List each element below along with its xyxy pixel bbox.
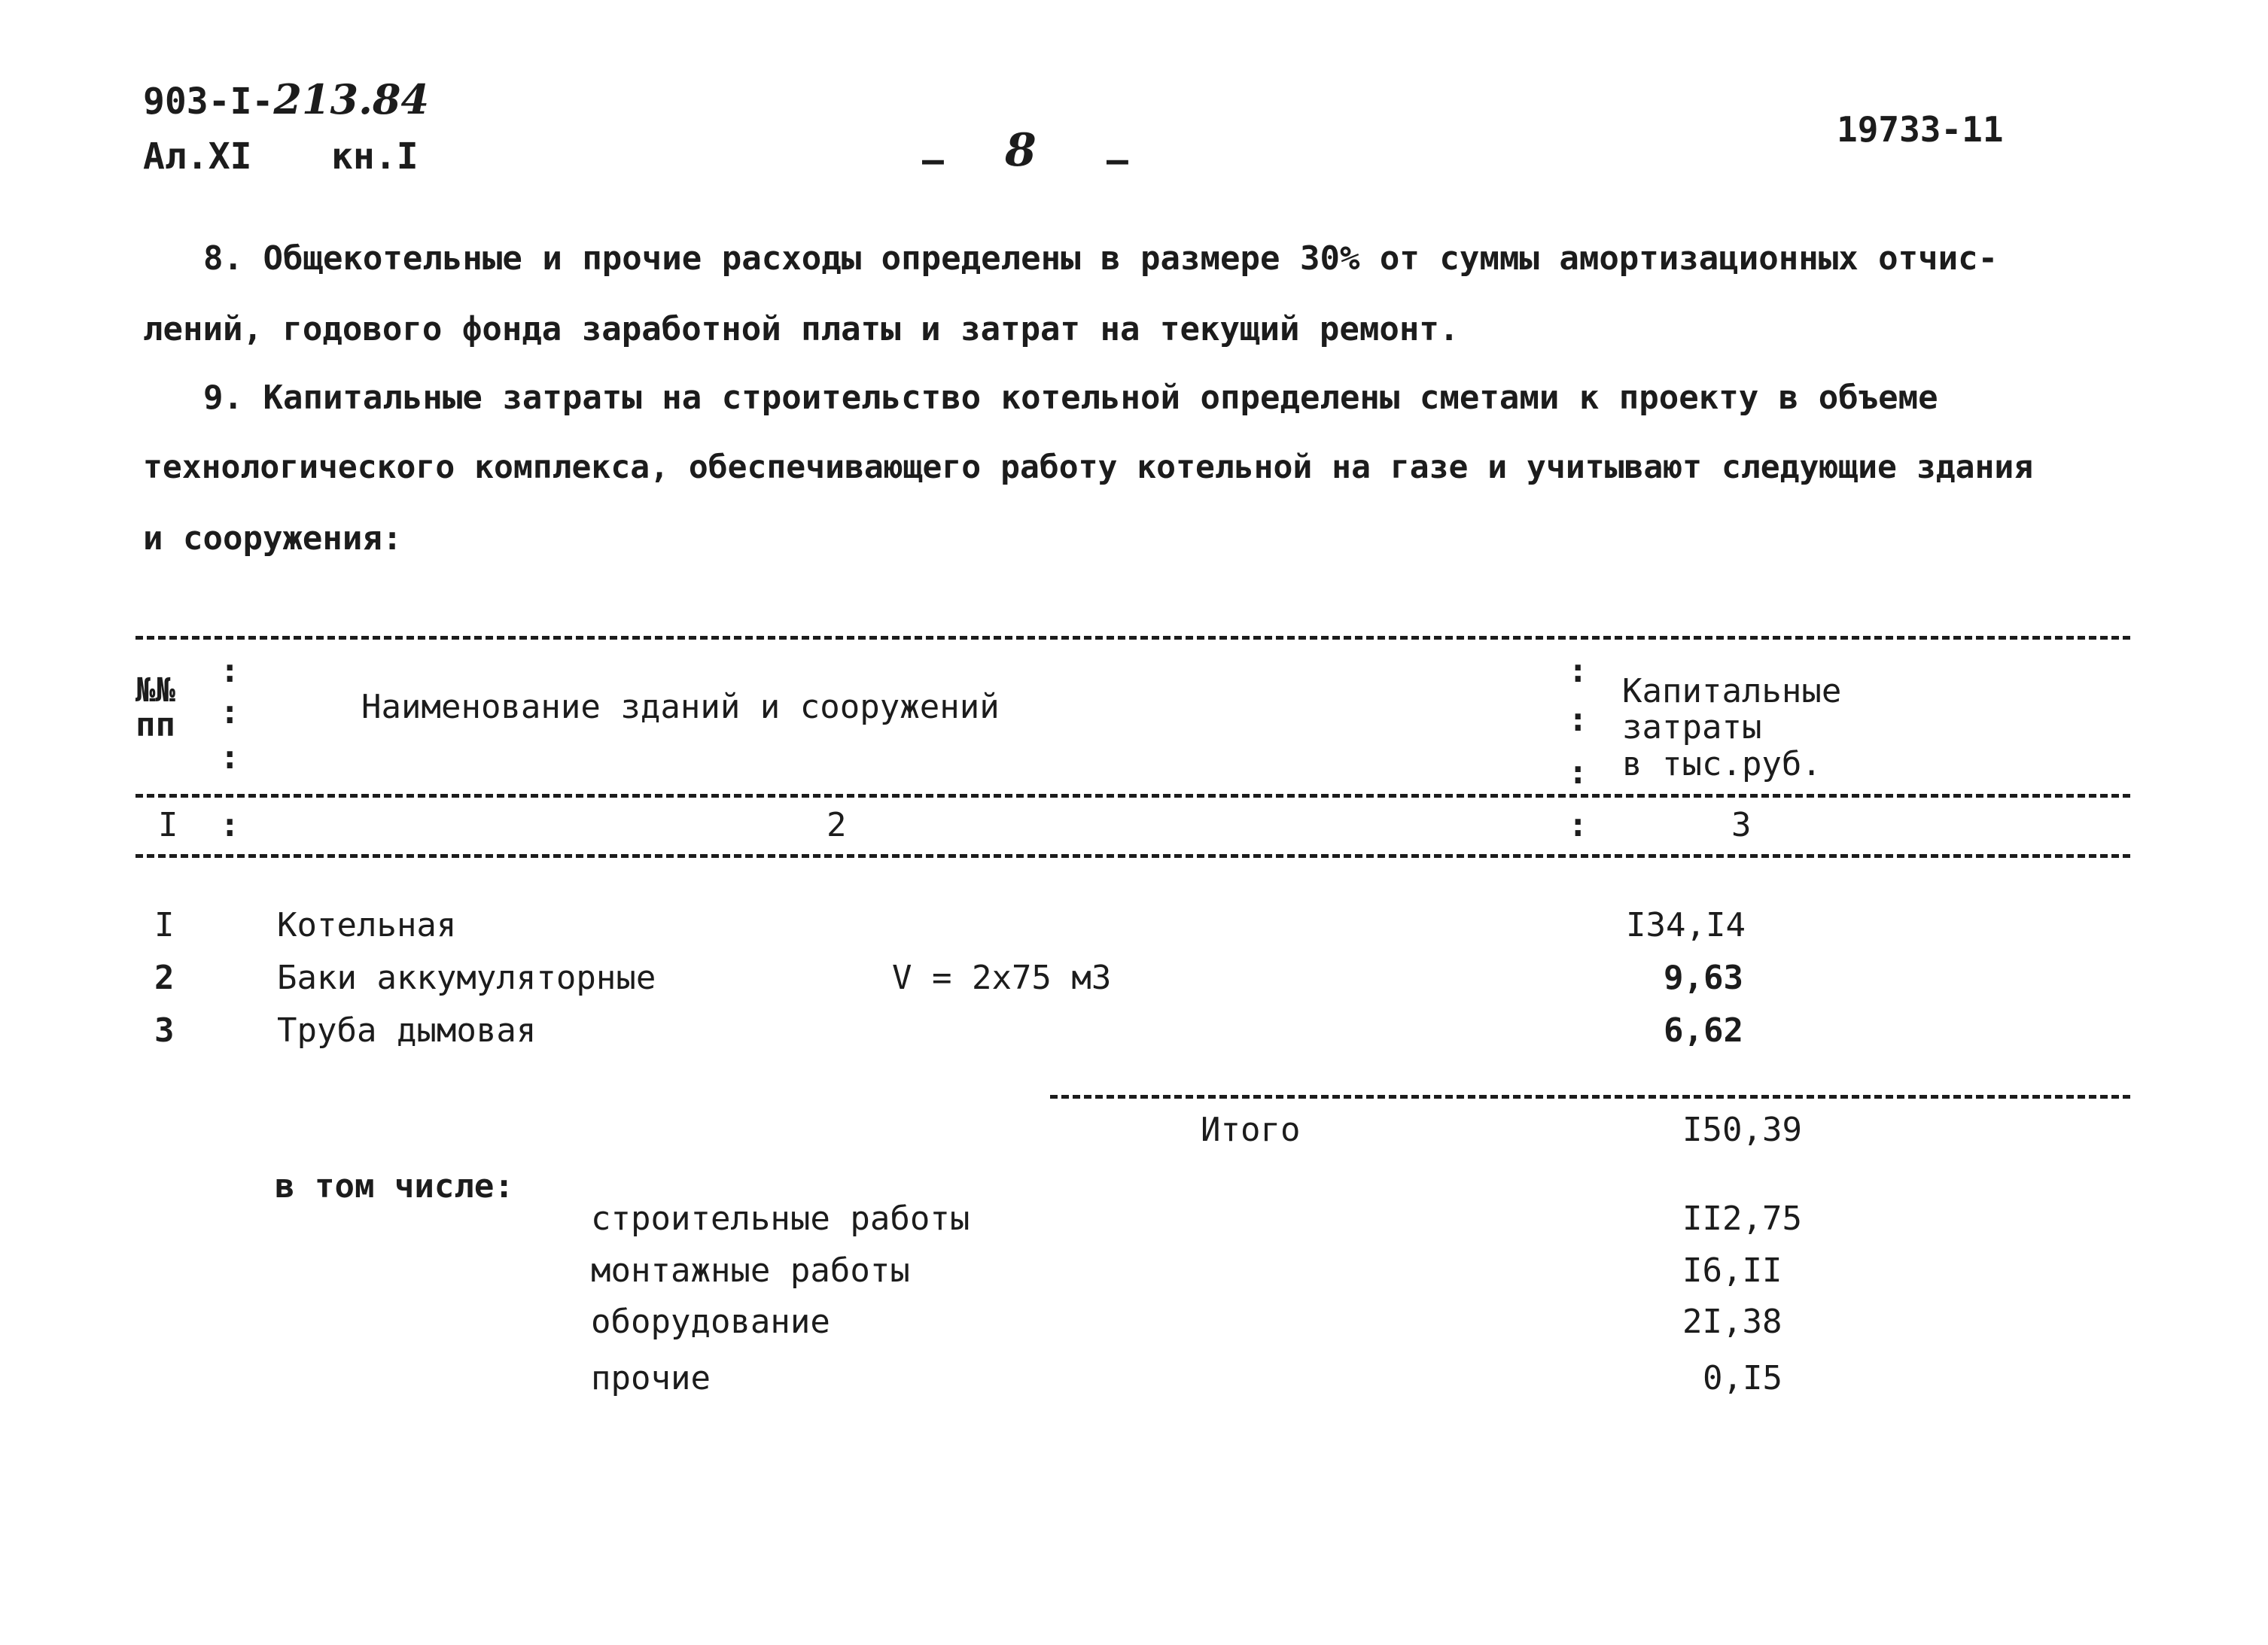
row-name: Труба дымовая	[277, 1011, 537, 1050]
paragraph-8-line-2: лений, годового фонда заработной платы и затрат на текущий ремонт.	[143, 310, 1460, 348]
page-dash-left: –	[922, 139, 944, 181]
breakdown-label: оборудование	[591, 1303, 830, 1341]
album-label: Ал.XI	[143, 135, 252, 178]
page-number: 8	[1005, 124, 1037, 177]
column-header-capital-costs	[1622, 674, 1841, 783]
row-volume: V = 2x75 м3	[892, 959, 1112, 997]
total-rule	[1050, 1095, 2130, 1099]
breakdown-value: I6,II	[1682, 1251, 1782, 1290]
archive-number: 19733-11	[1837, 109, 2004, 150]
document-code	[143, 75, 429, 123]
including-label: в том числе:	[275, 1167, 514, 1206]
table-top-rule	[135, 636, 2130, 640]
column-separator: :	[220, 652, 240, 690]
column-header-costs-line-2: затраты	[1622, 708, 1762, 747]
breakdown-value: 0,I5	[1703, 1359, 1782, 1397]
breakdown-label: монтажные работы	[591, 1251, 910, 1290]
column-header-number	[135, 671, 175, 745]
row-number: 3	[154, 1011, 175, 1050]
column-separator: :	[220, 738, 240, 777]
breakdown-label: прочие	[591, 1359, 711, 1397]
column-header-name: Наименование зданий и сооружений	[361, 688, 1000, 726]
column-separator: :	[220, 693, 240, 731]
paragraph-9-line-2: технологического комплекса, обеспечивающего работу котельной на газе и учитывают следующие здания	[143, 448, 2034, 486]
table-index-rule	[135, 854, 2130, 858]
column-separator: :	[1568, 652, 1588, 690]
document-code-prefix: 903-I-	[143, 81, 274, 123]
breakdown-label: строительные работы	[591, 1200, 970, 1238]
column-separator: :	[1568, 753, 1588, 792]
column-index-3: 3	[1731, 806, 1752, 844]
column-index-2: 2	[827, 806, 847, 844]
row-value: I34,I4	[1626, 906, 1746, 944]
column-header-number-line-2: пп	[135, 706, 175, 745]
row-name: Баки аккумуляторные	[277, 959, 656, 997]
column-header-costs-line-3: в тыс.руб.	[1622, 744, 1822, 783]
table-header-rule	[135, 794, 2130, 798]
paragraph-9-line-1: 9. Капитальные затраты на строительство котельной определены сметами к проекту в объеме	[203, 379, 1938, 417]
total-value: I50,39	[1682, 1111, 1802, 1149]
paragraph-9-line-3: и сооружения:	[143, 519, 403, 558]
column-separator: :	[1568, 806, 1588, 844]
document-code-handwritten: 213.84	[273, 75, 430, 123]
column-header-number-line-1: №№	[135, 671, 175, 710]
breakdown-value: 2I,38	[1682, 1303, 1782, 1341]
column-header-costs-line-1: Капитальные	[1622, 672, 1842, 710]
row-value: 6,62	[1664, 1011, 1743, 1050]
row-name: Котельная	[277, 906, 457, 944]
column-separator: :	[220, 806, 240, 844]
row-number: I	[154, 906, 175, 944]
column-separator: :	[1568, 701, 1588, 739]
paragraph-8-line-1: 8. Общекотельные и прочие расходы определены в размере 30% от суммы амортизационных отчис-	[203, 239, 1999, 278]
row-number: 2	[154, 959, 175, 997]
row-value: 9,63	[1664, 959, 1743, 997]
column-index-1: I	[158, 806, 178, 844]
breakdown-value: II2,75	[1682, 1200, 1802, 1238]
total-label: Итого	[1201, 1111, 1301, 1149]
book-label: кн.I	[331, 135, 419, 178]
page-dash-right: –	[1107, 139, 1128, 181]
